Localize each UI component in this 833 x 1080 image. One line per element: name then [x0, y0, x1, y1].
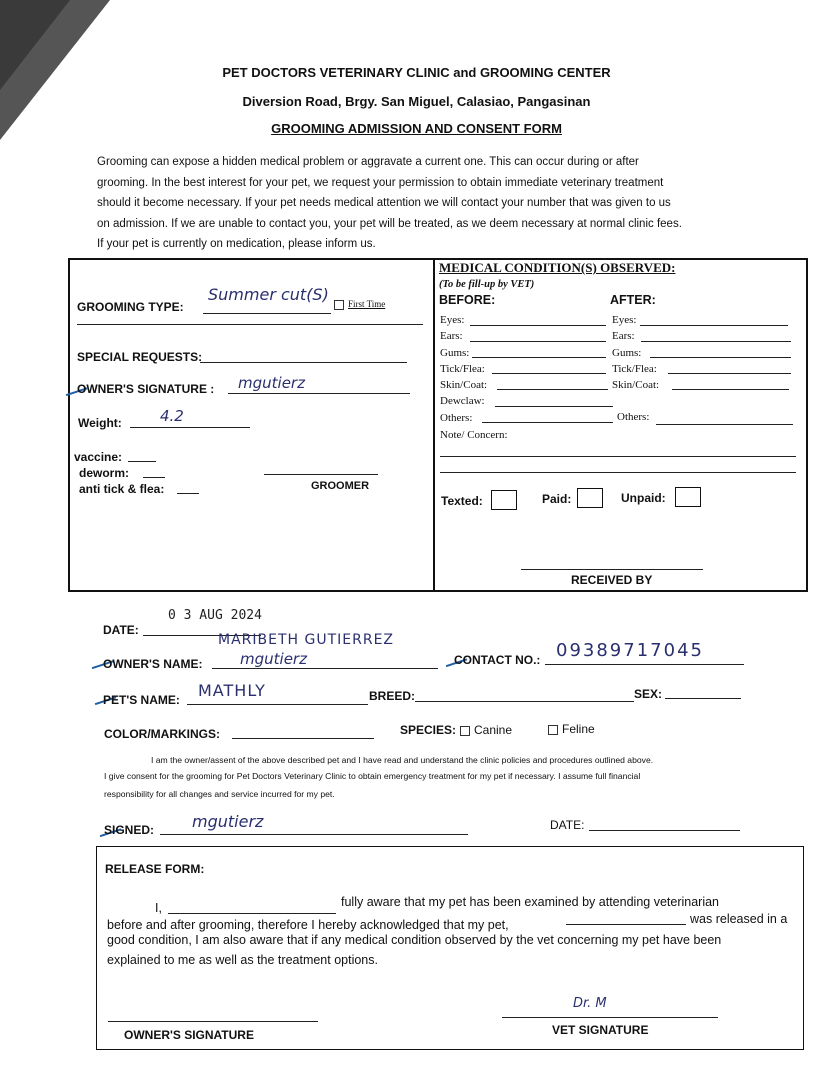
after-label: AFTER:	[610, 293, 656, 307]
date-stamp[interactable]: 0 3 AUG 2024	[168, 608, 262, 623]
unpaid-label: Unpaid:	[621, 491, 666, 505]
consent-line: I give consent for the grooming for Pet Doctors Veterinary Clinic to obtain emergency treatment for my pet if necessary. I assume full financial	[104, 771, 641, 781]
owner-name-label: OWNER'S NAME:	[103, 657, 203, 671]
form-title: GROOMING ADMISSION AND CONSENT FORM	[271, 121, 562, 136]
note-concern-label: Note/ Concern:	[440, 429, 508, 441]
before-row: Others:	[440, 411, 473, 424]
signed-label: SIGNED:	[104, 823, 155, 837]
vaccine-label: vaccine:	[74, 450, 123, 464]
intro-line: should it become necessary. If your pet needs medical attention we will contact your number that was given to us	[97, 197, 671, 209]
owner-signature-release-label: OWNER'S SIGNATURE	[124, 1028, 254, 1042]
consent-line: responsibility for all changes and service incurred for my pet.	[104, 789, 335, 799]
species-label: SPECIES:	[400, 723, 457, 737]
intro-line: Grooming can expose a hidden medical problem or aggravate a current one. This can occur during or after	[97, 156, 639, 168]
release-text: good condition, I am also aware that if any medical condition observed by the vet concerning my pet have been	[107, 933, 722, 947]
unpaid-checkbox[interactable]	[675, 487, 701, 507]
release-text: was released in a	[690, 912, 788, 926]
clinic-name: PET DOCTORS VETERINARY CLINIC and GROOMING CENTER	[222, 65, 611, 80]
groomer-label: GROOMER	[311, 480, 370, 492]
vet-signature-label: VET SIGNATURE	[552, 1023, 649, 1037]
contact-label: CONTACT NO.:	[454, 653, 541, 667]
release-text: explained to me as well as the treatment options.	[107, 953, 378, 967]
owner-name-value[interactable]: MARIBETH GUTIERREZ	[218, 632, 395, 648]
first-time-checkbox[interactable]	[334, 299, 385, 310]
grooming-type-value[interactable]: Summer cut(S)	[208, 285, 329, 304]
pet-name-value[interactable]: MATHLY	[198, 681, 266, 700]
owner-signature-value[interactable]: mgutierz	[238, 374, 305, 392]
before-row: Gums:	[440, 346, 470, 359]
release-text: before and after grooming, therefore I hereby acknowledged that my pet,	[107, 918, 509, 932]
intro-line: If your pet is currently on medication, please inform us.	[97, 238, 376, 250]
contact-value[interactable]: 09389717045	[556, 640, 704, 661]
canine-checkbox[interactable]	[460, 723, 512, 737]
consent-date-label: DATE:	[550, 818, 585, 832]
signed-value[interactable]: mgutierz	[192, 812, 264, 831]
after-row: Gums:	[612, 346, 642, 359]
after-row: Eyes:	[612, 314, 637, 326]
box-divider	[433, 258, 435, 590]
intro-paragraph	[97, 152, 682, 255]
before-row: Dewclaw:	[440, 395, 485, 408]
owner-signature-label: OWNER'S SIGNATURE :	[77, 382, 215, 396]
pet-name-label: PET'S NAME:	[103, 693, 180, 707]
release-text: fully aware that my pet has been examined by attending veterinarian	[341, 895, 720, 909]
grooming-type-label: GROOMING TYPE:	[77, 300, 184, 314]
breed-label: BREED:	[369, 689, 416, 703]
before-row: Ears:	[440, 330, 463, 343]
after-row: Ears:	[612, 330, 635, 343]
paid-label: Paid:	[542, 492, 572, 506]
deworm-label: deworm:	[79, 466, 130, 480]
medical-subtitle: (To be fill-up by VET)	[439, 279, 535, 290]
intro-line: grooming. In the best interest for your pet, we request your permission to obtain immediate veterinary treatment	[97, 176, 664, 189]
owner-name-sign[interactable]: mgutierz	[240, 650, 307, 668]
special-requests-label: SPECIAL REQUESTS:	[77, 350, 203, 364]
first-time-label: First Time	[348, 299, 386, 309]
after-others-label: Others:	[617, 411, 650, 423]
clinic-address: Diversion Road, Brgy. San Miguel, Calasiao, Pangasinan	[242, 94, 591, 109]
before-row: Tick/Flea:	[440, 362, 485, 375]
sex-label: SEX:	[634, 687, 663, 701]
date-label: DATE:	[103, 623, 139, 637]
before-label: BEFORE:	[439, 293, 496, 307]
weight-label: Weight:	[78, 416, 122, 430]
medical-title: MEDICAL CONDITION(S) OBSERVED:	[439, 260, 676, 275]
received-by-label: RECEIVED BY	[571, 573, 653, 587]
intro-line: on admission. If we are unable to contact you, your pet will be treated, as we deem necessary at normal clinic fees.	[97, 217, 682, 230]
before-row: Skin/Coat:	[440, 379, 488, 392]
feline-label: Feline	[562, 722, 595, 736]
vet-signature-value[interactable]: Dr. M	[573, 996, 607, 1011]
release-box	[96, 846, 804, 1050]
before-row: Eyes:	[440, 314, 465, 326]
canine-label: Canine	[474, 723, 513, 737]
consent-line: I am the owner/assent of the above described pet and I have read and understand the clinic policies and procedures outlined above.	[151, 755, 654, 765]
release-i-label: I,	[155, 901, 162, 915]
paid-checkbox[interactable]	[577, 488, 603, 508]
color-markings-label: COLOR/MARKINGS:	[104, 727, 220, 741]
texted-checkbox[interactable]	[491, 490, 517, 510]
after-row: Skin/Coat:	[612, 379, 660, 392]
before-list	[440, 312, 487, 426]
release-title: RELEASE FORM:	[105, 862, 205, 876]
after-row: Tick/Flea:	[612, 362, 657, 375]
antitick-label: anti tick & flea:	[79, 482, 165, 496]
texted-label: Texted:	[441, 494, 483, 508]
weight-value[interactable]: 4.2	[160, 407, 184, 425]
feline-checkbox[interactable]	[548, 722, 595, 736]
